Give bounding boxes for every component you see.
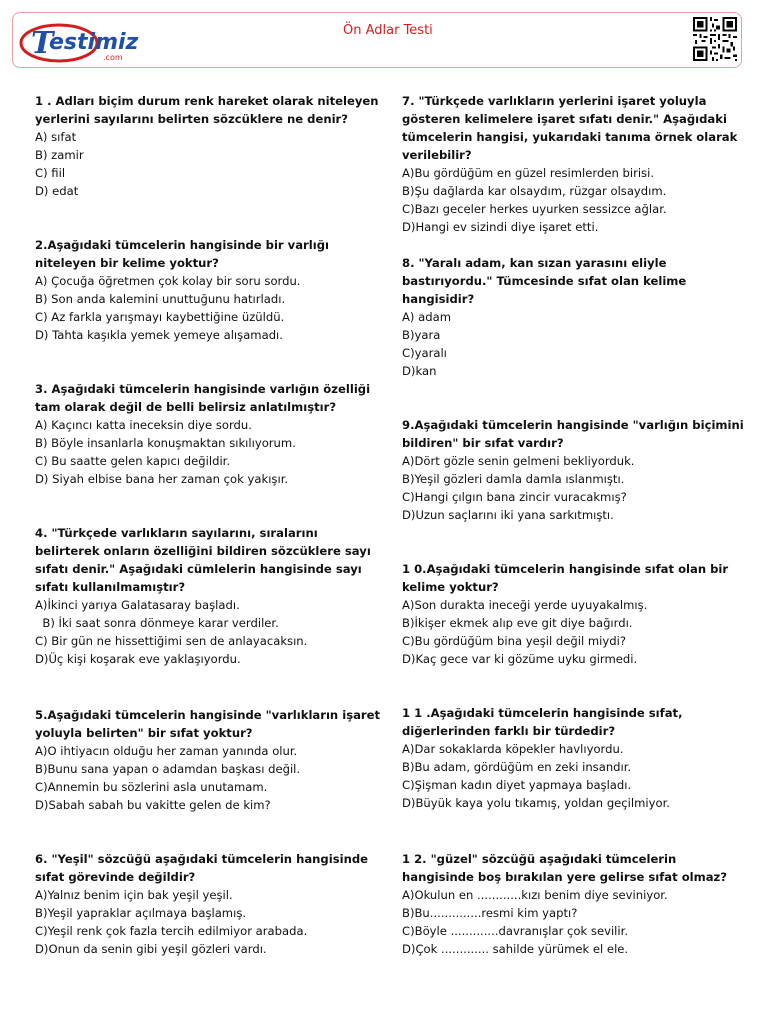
answer-option-d[interactable]: D)Hangi ev sizindi diye işaret etti. [402, 220, 599, 234]
answer-option-a[interactable]: A)Yalnız benim için bak yeşil yeşil. [35, 888, 233, 902]
question-text: 1 2. "güzel" sözcüğü aşağıdaki tümcelerin hangisinde boş bırakılan yere gelirse sıfat olmaz? [402, 852, 728, 884]
question-text: 7. "Türkçede varlıkların yerlerini işaret yoluyla gösteren kelimelere işaret sıfatı denir." Aşağıdaki tümcelerin hangisi, yukarıdaki tanıma örnek olarak verilebilir? [402, 94, 738, 162]
answer-option-c[interactable]: C)Bu gördüğüm bina yeşil değil miydi? [402, 634, 626, 648]
answer-option-a[interactable]: A)İkinci yarıya Galatasaray başladı. [35, 598, 240, 612]
answer-option-a[interactable]: A)Dört gözle senin gelmeni bekliyorduk. [402, 454, 635, 468]
answer-option-c[interactable]: C)Hangi çılgın bana zincir vuracakmış? [402, 490, 627, 504]
answer-option-a[interactable]: A) Çocuğa öğretmen çok kolay bir soru sordu. [35, 274, 301, 288]
answer-option-d[interactable]: D)Uzun saçlarını iki yana sarkıtmıştı. [402, 508, 614, 522]
question-11 [402, 704, 752, 812]
page-header [12, 12, 742, 68]
testimiz-logo [17, 17, 142, 65]
question-4 [35, 524, 385, 668]
answer-option-a[interactable]: A)Okulun en ............kızı benim diye seviniyor. [402, 888, 668, 902]
answer-option-a[interactable]: A)Bu gördüğüm en güzel resimlerden birisi. [402, 166, 655, 180]
answer-option-d[interactable]: D) Siyah elbise bana her zaman çok yakışır. [35, 472, 289, 486]
question-5 [35, 706, 385, 814]
answer-option-c[interactable]: C) Az farkla yarışmayı kaybettiğine üzüldü. [35, 310, 285, 324]
answer-option-b[interactable]: B)Bu adam, gördüğüm en zeki insandır. [402, 760, 632, 774]
answer-option-b[interactable]: B) zamir [35, 148, 84, 162]
question-8 [402, 254, 752, 380]
question-7 [402, 92, 752, 236]
question-6 [35, 850, 385, 958]
question-text: 3. Aşağıdaki tümcelerin hangisinde varlığın özelliği tam olarak değil de belli belirsiz anlatılmıştır? [35, 382, 371, 414]
answer-option-d[interactable]: D) Tahta kaşıkla yemek yemeye alışamadı. [35, 328, 283, 342]
svg-text:estimiz: estimiz [49, 30, 139, 55]
question-12 [402, 850, 752, 958]
question-2 [35, 236, 385, 344]
answer-option-b[interactable]: B) İki saat sonra dönmeye karar verdiler. [35, 616, 279, 630]
question-text: 1 . Adları biçim durum renk hareket olarak niteleyen yerlerini sayılarını belirten sözcüklere ne denir? [35, 94, 379, 126]
answer-option-d[interactable]: D) edat [35, 184, 79, 198]
answer-option-a[interactable]: A) Kaçıncı katta ineceksin diye sordu. [35, 418, 252, 432]
qr-code [693, 17, 737, 61]
answer-option-b[interactable]: B)İkişer ekmek alıp eve git diye bağırdı. [402, 616, 633, 630]
answer-option-b[interactable]: B) Son anda kalemini unuttuğunu hatırladı. [35, 292, 286, 306]
answer-option-d[interactable]: D)Kaç gece var ki gözüme uyku girmedi. [402, 652, 638, 666]
question-text: 1 0.Aşağıdaki tümcelerin hangisinde sıfat olan bir kelime yoktur? [402, 562, 729, 594]
answer-option-d[interactable]: D)Çok ............. sahilde yürümek el ele. [402, 942, 629, 956]
answer-option-b[interactable]: B)Yeşil yapraklar açılmaya başlamış. [35, 906, 247, 920]
answer-option-b[interactable]: B)Yeşil gözleri damla damla ıslanmıştı. [402, 472, 625, 486]
answer-option-b[interactable]: B)Bunu sana yapan o adamdan başkası değil. [35, 762, 301, 776]
answer-option-b[interactable]: B) Böyle insanlarla konuşmaktan sıkılıyorum. [35, 436, 296, 450]
answer-option-b[interactable]: B)yara [402, 328, 441, 342]
svg-text:.com: .com [103, 53, 123, 62]
question-text: 1 1 .Aşağıdaki tümcelerin hangisinde sıfat, diğerlerinden farklı bir türdedir? [402, 706, 683, 738]
answer-option-a[interactable]: A)O ihtiyacın olduğu her zaman yanında olur. [35, 744, 298, 758]
question-1 [35, 92, 385, 200]
answer-option-b[interactable]: B)Şu dağlarda kar olsaydım, rüzgar olsaydım. [402, 184, 667, 198]
answer-option-a[interactable]: A)Son durakta ineceği yerde uyuyakalmış. [402, 598, 648, 612]
answer-option-d[interactable]: D)Üç kişi koşarak eve yaklaşıyordu. [35, 652, 241, 666]
answer-option-c[interactable]: C) Bu saatte gelen kapıcı değildir. [35, 454, 231, 468]
answer-option-d[interactable]: D)Sabah sabah bu vakitte gelen de kim? [35, 798, 271, 812]
answer-option-a[interactable]: A) adam [402, 310, 452, 324]
question-text: 5.Aşağıdaki tümcelerin hangisinde "varlıkların işaret yoluyla belirten" bir sıfat yoktur? [35, 708, 381, 740]
answer-option-c[interactable]: C)Böyle .............davranışlar çok sevilir. [402, 924, 629, 938]
answer-option-d[interactable]: D)Onun da senin gibi yeşil gözleri vardı. [35, 942, 267, 956]
answer-option-c[interactable]: C)Şişman kadın diyet yapmaya başladı. [402, 778, 632, 792]
answer-option-c[interactable]: C)Bazı geceler herkes uyurken sessizce ağlar. [402, 202, 667, 216]
question-text: 6. "Yeşil" sözcüğü aşağıdaki tümcelerin hangisinde sıfat görevinde değildir? [35, 852, 368, 884]
answer-option-c[interactable]: C)Annemin bu sözlerini asla unutamam. [35, 780, 268, 794]
answer-option-c[interactable]: C) fiil [35, 166, 66, 180]
answer-option-d[interactable]: D)kan [402, 364, 437, 378]
answer-option-d[interactable]: D)Büyük kaya yolu tıkamış, yoldan geçilmiyor. [402, 796, 670, 810]
answer-option-c[interactable]: C)yaralı [402, 346, 447, 360]
svg-text:T: T [31, 26, 54, 61]
answer-option-c[interactable]: C)Yeşil renk çok fazla tercih edilmiyor arabada. [35, 924, 308, 938]
question-text: 2.Aşağıdaki tümcelerin hangisinde bir varlığı niteleyen bir kelime yoktur? [35, 238, 329, 270]
question-3 [35, 380, 385, 488]
question-9 [402, 416, 752, 524]
answer-option-a[interactable]: A) sıfat [35, 130, 77, 144]
question-text: 8. "Yaralı adam, kan sızan yarasını eliyle bastırıyordu." Tümcesinde sıfat olan kelime hangisidir? [402, 256, 687, 306]
answer-option-b[interactable]: B)Bu..............resmi kim yaptı? [402, 906, 578, 920]
answer-option-a[interactable]: A)Dar sokaklarda köpekler havlıyordu. [402, 742, 624, 756]
page-title: Ön Adlar Testi [343, 23, 433, 38]
answer-option-c[interactable]: C) Bir gün ne hissettiğimi sen de anlayacaksın. [35, 634, 308, 648]
question-10 [402, 560, 752, 668]
question-text: 9.Aşağıdaki tümcelerin hangisinde "varlığın biçimini bildiren" bir sıfat vardır? [402, 418, 744, 450]
question-text: 4. "Türkçede varlıkların sayılarını, sıralarını belirterek onların özelliğini bildiren sözcüklere sayı sıfatı denir." Aşağıdaki cümlelerin hangisinde sayı sıfatı kullanılmamıştır? [35, 526, 371, 594]
